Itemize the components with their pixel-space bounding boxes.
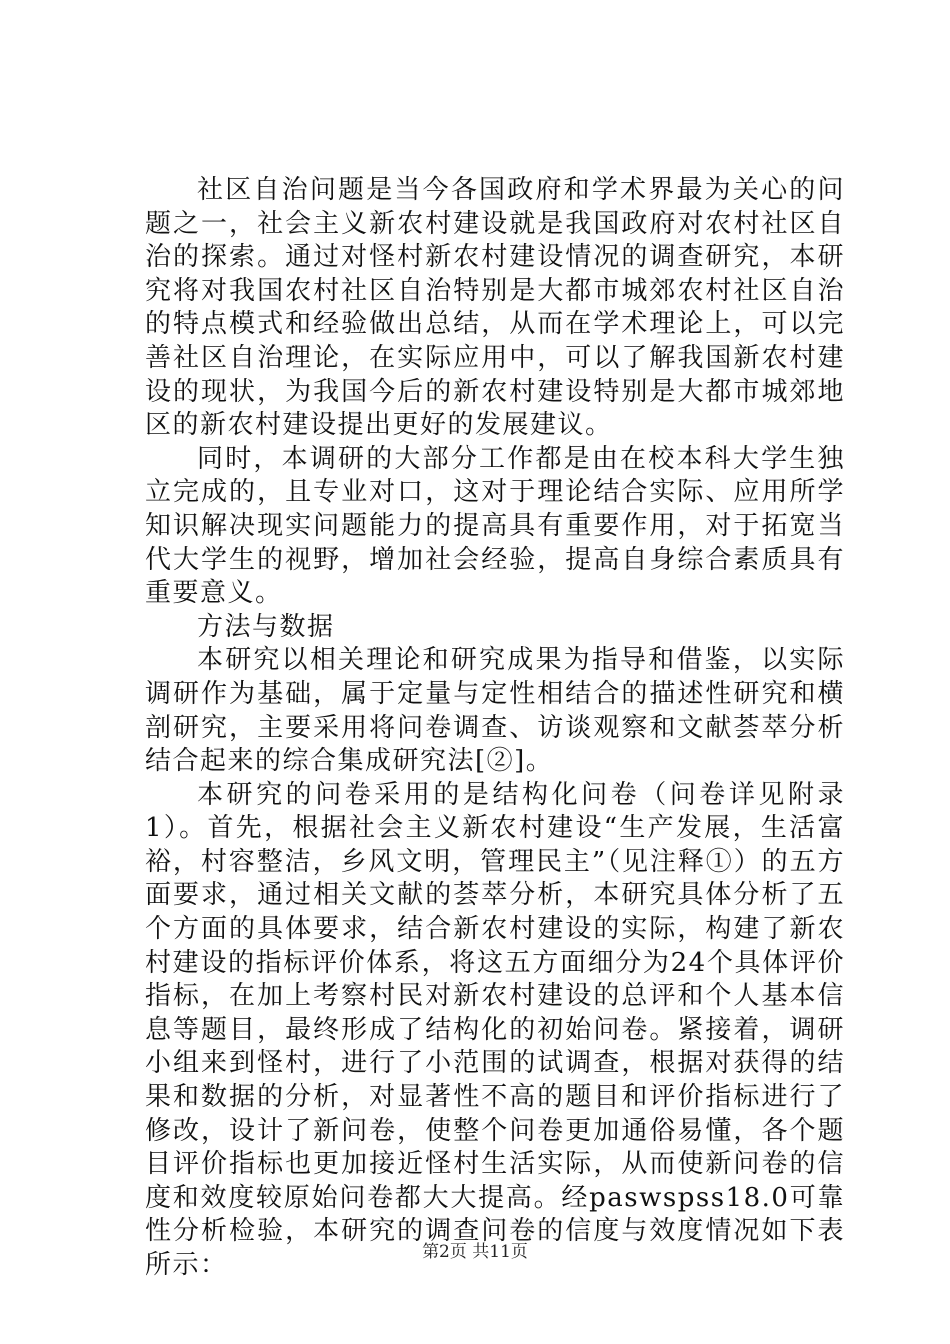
paragraph-methodology: 本研究以相关理论和研究成果为指导和借鉴，以实际调研作为基础，属于定量与定性相结合的描述性研究和横剖研究，主要采用将问卷调查、访谈观察和文献荟萃分析结合起来的综合集成研究法[②]。 <box>145 645 845 777</box>
page-footer <box>0 1240 950 1264</box>
paragraph-student-work: 同时，本调研的大部分工作都是由在校本科大学生独立完成的，且专业对口，这对于理论结合实际、应用所学知识解决现实问题能力的提高具有重要作用，对于拓宽当代大学生的视野，增加社会经验，提高自身综合素质具有重要意义。 <box>145 443 845 609</box>
paragraph-questionnaire: 本研究的问卷采用的是结构化问卷（问卷详见附录1）。首先，根据社会主义新农村建设“生产发展，生活富裕，村容整洁，乡风文明，管理民主”（见注释①）的五方面要求，通过相关文献的荟萃分析，本研究具体分析了五个方面的具体要求，结合新农村建设的实际，构建了新农村建设的指标评价体系，将这五方面细分为24个具体评价指标，在加上考察村民对新农村建设的总评和个人基本信息等题目，最终形成了结构化的初始问卷。紧接着，调研小组来到怪村，进行了小范围的试调查，根据对获得的结果和数据的分析，对显著性不高的题目和评价指标进行了修改，设计了新问卷，使整个问卷更加通俗易懂，各个题目评价指标也更加接近怪村生活实际，从而使新问卷的信度和效度较原始问卷都大大提高。经paswspss18.0可靠性分析检验，本研究的调查问卷的信度与效度情况如下表所示： <box>145 779 845 1280</box>
document-body <box>145 174 845 1283</box>
page-number: 第2页 共11页 <box>422 1242 528 1262</box>
paragraph-significance: 社区自治问题是当今各国政府和学术界最为关心的问题之一，社会主义新农村建设就是我国政府对农村社区自治的探索。通过对怪村新农村建设情况的调查研究，本研究将对我国农村社区自治特别是大都市城郊农村社区自治的特点模式和经验做出总结，从而在学术理论上，可以完善社区自治理论，在实际应用中，可以了解我国新农村建设的现状，为我国今后的新农村建设特别是大都市城郊地区的新农村建设提出更好的发展建议。 <box>145 175 845 441</box>
section-heading-methods: 方法与数据 <box>197 611 335 642</box>
